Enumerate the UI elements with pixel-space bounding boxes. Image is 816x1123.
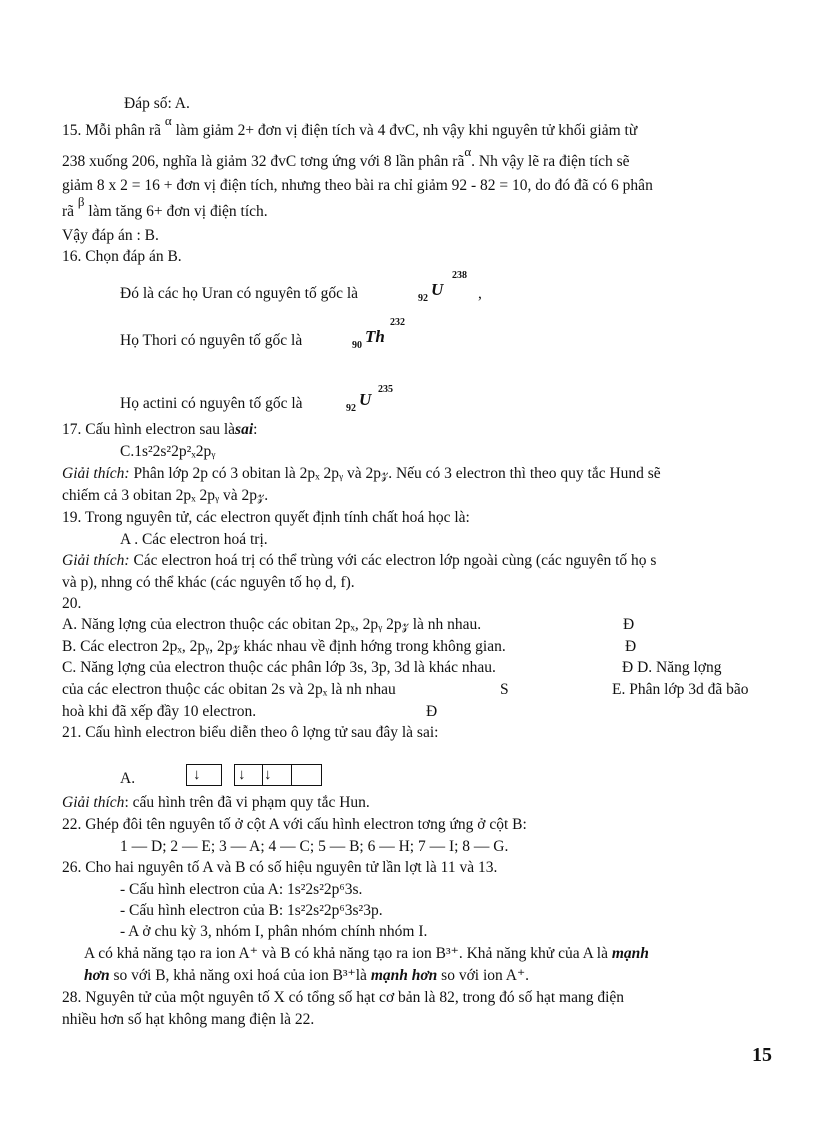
q15-text-f: làm tăng 6+ đơn vị điện tích.: [88, 203, 268, 220]
box-divider: [291, 765, 292, 785]
q17-text: 17. Cấu hình electron sau là: [62, 421, 236, 438]
q26-line: 26. Cho hai nguyên tố A và B có số hiệu nguyên tử lần lợt là 11 và 13.: [62, 859, 498, 876]
thori-line: Họ Thori có nguyên tố gốc là: [120, 332, 303, 349]
q15-text-d: . Nh vậy lẽ ra điện tích sẽ: [471, 153, 630, 170]
explain-label: Giải thích:: [62, 552, 130, 569]
beta-symbol: β: [77, 193, 85, 209]
uran-line: Đó là các họ Uran có nguyên tố gốc là: [120, 285, 359, 302]
down-arrow-icon: ↓: [264, 767, 272, 783]
q20-a-mark: Đ: [623, 616, 635, 633]
actini-line: Họ actini có nguyên tố gốc là: [120, 395, 303, 412]
q26-a-position: - A ở chu kỳ 3, nhóm I, phân nhóm chính nhóm I.: [120, 923, 428, 940]
q15-text-a: 15. Mỗi phân rã: [62, 122, 162, 139]
q21-answer: A.: [120, 770, 136, 787]
q20-c: C. Năng lợng của electron thuộc các phân lớp 3s, 3p, 3d là khác nhau.: [62, 659, 496, 676]
q19-explain-2: và p), nhng có thể khác (các nguyên tố họ d, f).: [62, 574, 355, 591]
orbital-box-2p: [234, 764, 322, 786]
q28-line-1: 28. Nguyên tử của một nguyên tố X có tổng số hạt cơ bản là 82, trong đó số hạt mang điện: [62, 989, 625, 1006]
q20-b: B. Các electron 2pₓ, 2pᵧ, 2p𝓏 khác nhau về định hớng trong không gian.: [62, 638, 506, 655]
q20-c-mark: Đ D. Năng lợng: [622, 659, 722, 676]
q20-d: của các electron thuộc các obitan 2s và 2pₓ là nh nhau: [62, 681, 396, 698]
q26-conclusion-2: hơn so với B, khả năng oxi hoá của ion B³⁺là mạnh hơn so với ion A⁺.: [84, 967, 530, 984]
answer-line-14: Đáp số: A.: [124, 95, 190, 112]
q15-text-e: rã: [62, 203, 75, 220]
q15-answer: Vậy đáp án : B.: [62, 227, 159, 244]
explain-label: Giải thích: [62, 794, 125, 811]
q17-answer: C.1s²2s²2p²ₓ2pᵧ: [120, 443, 216, 460]
q22-answer: 1 — D; 2 — E; 3 — A; 4 — C; 5 — B; 6 — H; 7 — I; 8 — G.: [120, 838, 509, 855]
down-arrow-icon: ↓: [238, 767, 246, 783]
q20-b-mark: Đ: [625, 638, 637, 655]
q20-e: E. Phân lớp 3d đã bão: [612, 681, 749, 698]
q15-line-3: giảm 8 x 2 = 16 + đơn vị điện tích, nhưng theo bài ra chỉ giảm 92 - 82 = 10, do đó đã có 6 phân: [62, 177, 653, 194]
q20-d-mark: S: [500, 681, 509, 698]
q28-line-2: nhiều hơn số hạt không mang điện là 22.: [62, 1011, 315, 1028]
q19-answer: A . Các electron hoá trị.: [120, 531, 268, 548]
q17-explain-2: chiếm cả 3 obitan 2pₓ 2pᵧ và 2p𝓏.: [62, 487, 269, 504]
q21-line: 21. Cấu hình electron biểu diễn theo ô lợng tử sau đây là sai:: [62, 724, 439, 741]
alpha-symbol: α: [164, 112, 172, 128]
q19-line: 19. Trong nguyên tử, các electron quyết định tính chất hoá học là:: [62, 509, 470, 526]
uran-comma: ,: [478, 285, 482, 302]
q26-a-config: - Cấu hình electron của A: 1s²2s²2p⁶3s.: [120, 881, 363, 898]
q16-line: 16. Chọn đáp án B.: [62, 248, 182, 265]
q15-line-4: [62, 193, 268, 222]
q20-e-cont: hoà khi đã xếp đầy 10 electron.: [62, 703, 257, 720]
q15-text-c: 238 xuống 206, nghĩa là giảm 32 đvC tơng ứng với 8 lần phân rã: [62, 153, 465, 170]
q26-conclusion-1: A có khả năng tạo ra ion A⁺ và B có khả năng tạo ra ion B³⁺. Khả năng khử của A là mạnh: [84, 945, 649, 962]
q20-a: A. Năng lợng của electron thuộc các obitan 2pₓ, 2pᵧ 2p𝓏 là nh nhau.: [62, 616, 482, 633]
q17-sai: sai: [235, 421, 254, 438]
down-arrow-icon: ↓: [193, 767, 201, 783]
q19-explain-1: Giải thích: Các electron hoá trị có thể trùng với các electron lớp ngoài cùng (các nguyên tố họ s: [62, 552, 657, 569]
q20-line: 20.: [62, 595, 82, 612]
page-number: 15: [752, 1044, 772, 1066]
q15-text-b: làm giảm 2+ đơn vị điện tích và 4 đvC, nh vậy khi nguyên tử khối giảm từ: [175, 122, 638, 139]
explain-label: Giải thích:: [62, 465, 130, 482]
q15-line-1: [62, 112, 638, 141]
q17-line: 17. Cấu hình electron sau làsai:: [62, 421, 258, 438]
q15-line-2: [62, 143, 630, 172]
alpha-symbol-2: α: [464, 143, 472, 159]
box-divider: [262, 765, 263, 785]
q22-line: 22. Ghép đôi tên nguyên tố ở cột A với cấu hình electron tơng ứng ở cột B:: [62, 816, 527, 833]
orbital-box-2s: [186, 764, 222, 786]
q20-e-mark: Đ: [426, 703, 438, 720]
q26-b-config: - Cấu hình electron của B: 1s²2s²2p⁶3s²3p.: [120, 902, 383, 919]
q17-explain-1: Giải thích: Phân lớp 2p có 3 obitan là 2pₓ 2pᵧ và 2p𝓏. Nếu có 3 electron thì theo quy tắc Hund sẽ: [62, 465, 661, 482]
q21-explain: Giải thích: cấu hình trên đã vi phạm quy tắc Hun.: [62, 794, 370, 811]
